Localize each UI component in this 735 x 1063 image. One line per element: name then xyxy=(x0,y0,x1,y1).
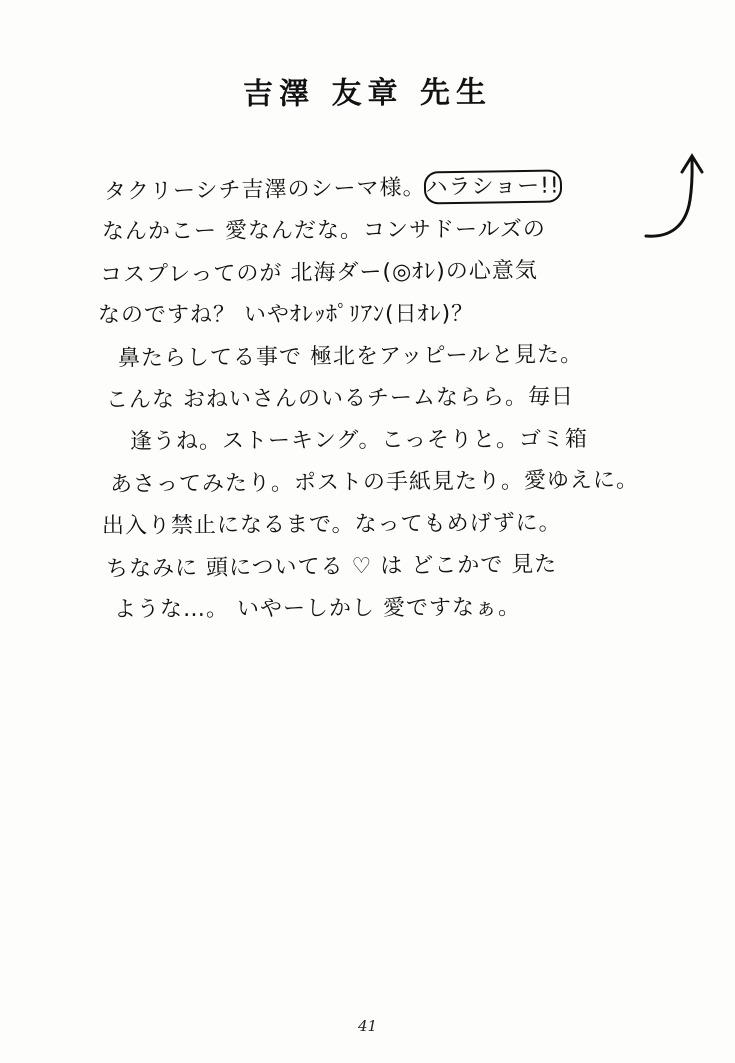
text-line: 出入り禁止になるまで。なってもめげずに。 xyxy=(101,510,562,539)
text-line xyxy=(104,174,656,204)
text-line: こんな おねいさんのいるチームならら。毎日 xyxy=(105,384,575,413)
text-line: あさってみたり。ポストの手紙見たり。愛ゆえに。 xyxy=(109,467,640,498)
text-line: なのですね？ いやｵﾚｯﾎﾟﾘｱﾝ(日ｵﾚ)？ xyxy=(97,301,475,328)
line-text: タクリーシチ吉澤のシーマ様。 xyxy=(103,175,426,205)
emphasized-phrase: ハラショー!! xyxy=(425,173,560,201)
text-line: 鼻たらしてる事で 極北をアッピールと見た。 xyxy=(117,342,584,372)
page-title: 吉澤 友章 先生 xyxy=(242,75,493,112)
text-line: 逢うね。ストーキング。こっそりと。ゴミ箱 xyxy=(129,426,589,455)
handwritten-body xyxy=(96,173,656,640)
text-line: なんかこー 愛なんだな。コンサドールズの xyxy=(101,217,546,245)
text-line: コスプレってのが 北海ダー(◎ｵﾚ)の心意気 xyxy=(99,258,538,288)
text-line: ような…。 いやーしかし 愛ですなぁ。 xyxy=(113,595,522,623)
page-number: 41 xyxy=(357,1017,378,1035)
text-line: ちなみに 頭についてる ♡ は どこかで 見た xyxy=(105,552,558,582)
